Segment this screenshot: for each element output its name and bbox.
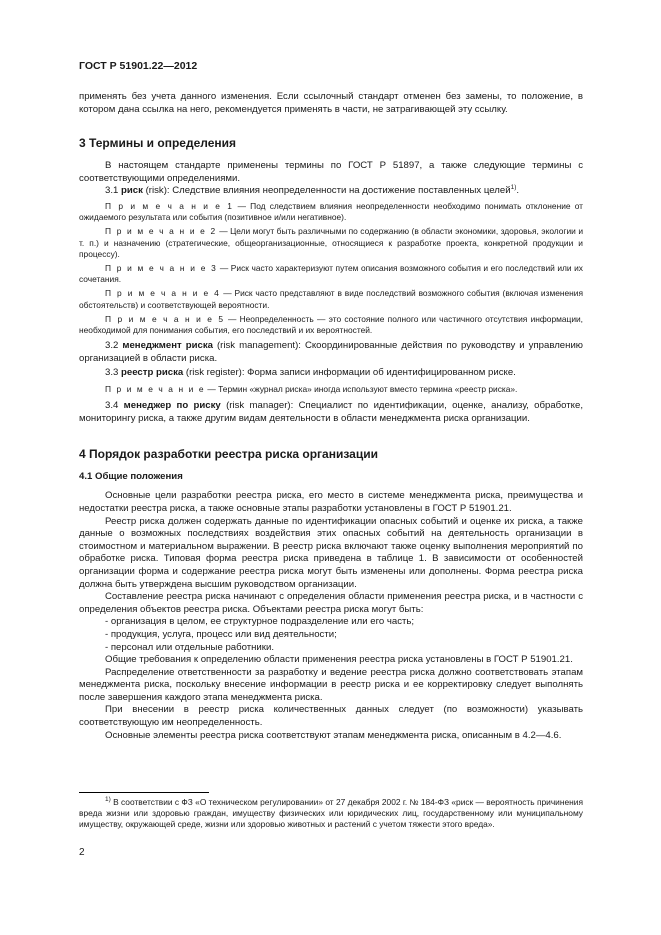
note-text: — Риск часто представляют в виде последствий возможного события (включая изменения обстоятельств) и соответствующей вероятности.: [79, 288, 583, 310]
section-4-paragraph-3: Составление реестра риска начинают с определения области применения реестра риска, и в частности с определения объектов реестра риска. Объектами реестра риска могут быть:: [79, 591, 583, 615]
list-item: - организация в целом, ее структурное подразделение или его часть;: [105, 616, 415, 628]
note-text: — Под следствием влияния неопределенности необходимо понимать отклонение от ожидаемого результата или события (позитивное и/или негативное).: [79, 200, 583, 223]
note-label: П р и м е ч а н и е 5: [105, 313, 225, 324]
note-label: П р и м е ч а н и е: [105, 383, 206, 394]
note-label: П р и м е ч а н и е 2: [105, 226, 217, 237]
footnote-divider: [79, 792, 209, 793]
term-number: 3.3: [105, 367, 122, 379]
section-4-paragraph-5: Распределение ответственности за разработку и ведение реестра риска должно соответствовать этапам менеджмента риска, поскольку внесение информации в реестр риска и ее корректировку следует выполнять после завершения каждого этапа менеджмента риска.: [79, 666, 583, 703]
note-label: П р и м е ч а н и е 1: [105, 200, 234, 211]
note-label: П р и м е ч а н и е 3: [105, 262, 218, 273]
note-label: П р и м е ч а н и е 4: [105, 288, 221, 299]
note-5: [79, 314, 583, 336]
term-name: менеджмент риска: [122, 340, 213, 352]
term-definition: (risk): Следствие влияния неопределенности на достижение поставленных целей: [142, 185, 511, 197]
note-text: — Термин «журнал риска» иногда используют вместо термина «реестр риска».: [205, 383, 518, 394]
section-3-heading: 3 Термины и определения: [79, 136, 237, 151]
section-4-paragraph-4: Общие требования к определению области применения реестра риска установлены в ГОСТ Р 51901.21.: [105, 654, 573, 666]
section-4-heading: 4 Порядок разработки реестра риска организации: [79, 447, 378, 462]
term-number: 3.1: [105, 185, 122, 197]
note-text: — Цели могут быть различными по содержанию (в области экономики, здоровья, экологии и т. п.) и назначению (стратегические, общеорганизационные, относящиеся к разработке проекта, конкретной продукции и процессу).: [79, 226, 583, 259]
page-content: [79, 91, 583, 742]
footnote-mark: 1): [105, 796, 111, 804]
term-name: риск: [121, 185, 143, 197]
note-1: [79, 201, 583, 223]
section-3-intro: В настоящем стандарте применены термины по ГОСТ Р 51897, а также следующие термины с соответствующими определениями.: [79, 160, 583, 184]
note-text: — Риск часто характеризуют путем описания возможного события и его последствий или их сочетания.: [79, 262, 583, 285]
section-4-paragraph-6: При внесении в реестр риска количественных данных следует (по возможности) указывать соответствующую им неопределенность.: [79, 704, 583, 729]
footnote-ref: 1): [510, 184, 517, 192]
footnote-text: В соответствии с ФЗ «О техническом регулировании» от 27 декабря 2002 г. № 184-ФЗ «риск — вероятность причинения вреда жизни или здоровью граждан, имуществу физических или юридических лиц, государственному или муниципальному имуществу, окружающей среде, жизни или здоровью животных и растений с учетом тяжести этого вреда».: [79, 797, 583, 830]
term-name: менеджер по риску: [123, 400, 221, 412]
term-number: 3.4: [105, 400, 124, 412]
section-4-paragraph-2: Реестр риска должен содержать данные по идентификации опасных событий и оценке их риска, а также данные о возможных последствиях воздействия этих опасных событий на деятельность организации в стоимостном и материальном выражении. В реестр риска включают также оценку выполнения мероприятий по обработке риска. Типовая форма реестра риска приведена в таблице 1. В зависимости от особенностей организации форма и содержание реестра риска могут быть изменены или дополнены. Форма реестра риска должна быть утверждена высшим руководством организации.: [79, 515, 583, 590]
term-name: реестр риска: [121, 367, 184, 379]
term-3-4: [79, 400, 583, 425]
term-definition: (risk management): Скоординированные действия по руководству и управлению организацией в области риска.: [79, 340, 583, 364]
list-item: - персонал или отдельные работники.: [105, 641, 275, 653]
term-number: 3.2: [105, 340, 123, 352]
intro-paragraph: применять без учета данного изменения. Если ссылочный стандарт отменен без замены, то положение, в котором дана ссылка на него, рекомендуется применять в части, не затрагивающей эту ссылку.: [79, 91, 583, 115]
subsection-4-1-heading: 4.1 Общие положения: [79, 471, 183, 483]
term-3-3: [79, 367, 583, 380]
section-4-paragraph-7: Основные элементы реестра риска соответствуют этапам менеджмента риска, описанным в 4.2—4.6.: [105, 729, 562, 741]
term-definition: (risk manager): Специалист по идентификации, оценке, анализу, обработке, мониторингу риска, а также другим видам деятельности в области менеджмента риска организации.: [79, 400, 583, 424]
footnote: [79, 797, 583, 831]
note-2: [79, 226, 583, 260]
note-3: [79, 263, 583, 285]
term-definition: (risk register): Форма записи информации об идентифицированном риске.: [183, 367, 516, 379]
term-3-2: [79, 340, 583, 365]
note-text: — Неопределенность — это состояние полного или частичного отсутствия информации, необходимой для понимания события, его последствий и их вероятностей.: [79, 313, 583, 335]
list-item: - продукция, услуга, процесс или вид деятельности;: [105, 628, 337, 640]
term-3-1: 3.1 риск (risk): Следствие влияния неопределенности на достижение поставленных целей$^{1)}$.: [105, 184, 520, 197]
document-id-header: ГОСТ Р 51901.22—2012: [79, 60, 198, 72]
note-4: [79, 288, 583, 310]
page-number: 2: [79, 847, 85, 858]
note-3-3: [79, 384, 583, 395]
section-4-paragraph-1: Основные цели разработки реестра риска, его место в системе менеджмента риска, преимущества и недостатки реестра риска, а также основные этапы разработки установлены в ГОСТ Р 51901.21.: [79, 490, 583, 514]
